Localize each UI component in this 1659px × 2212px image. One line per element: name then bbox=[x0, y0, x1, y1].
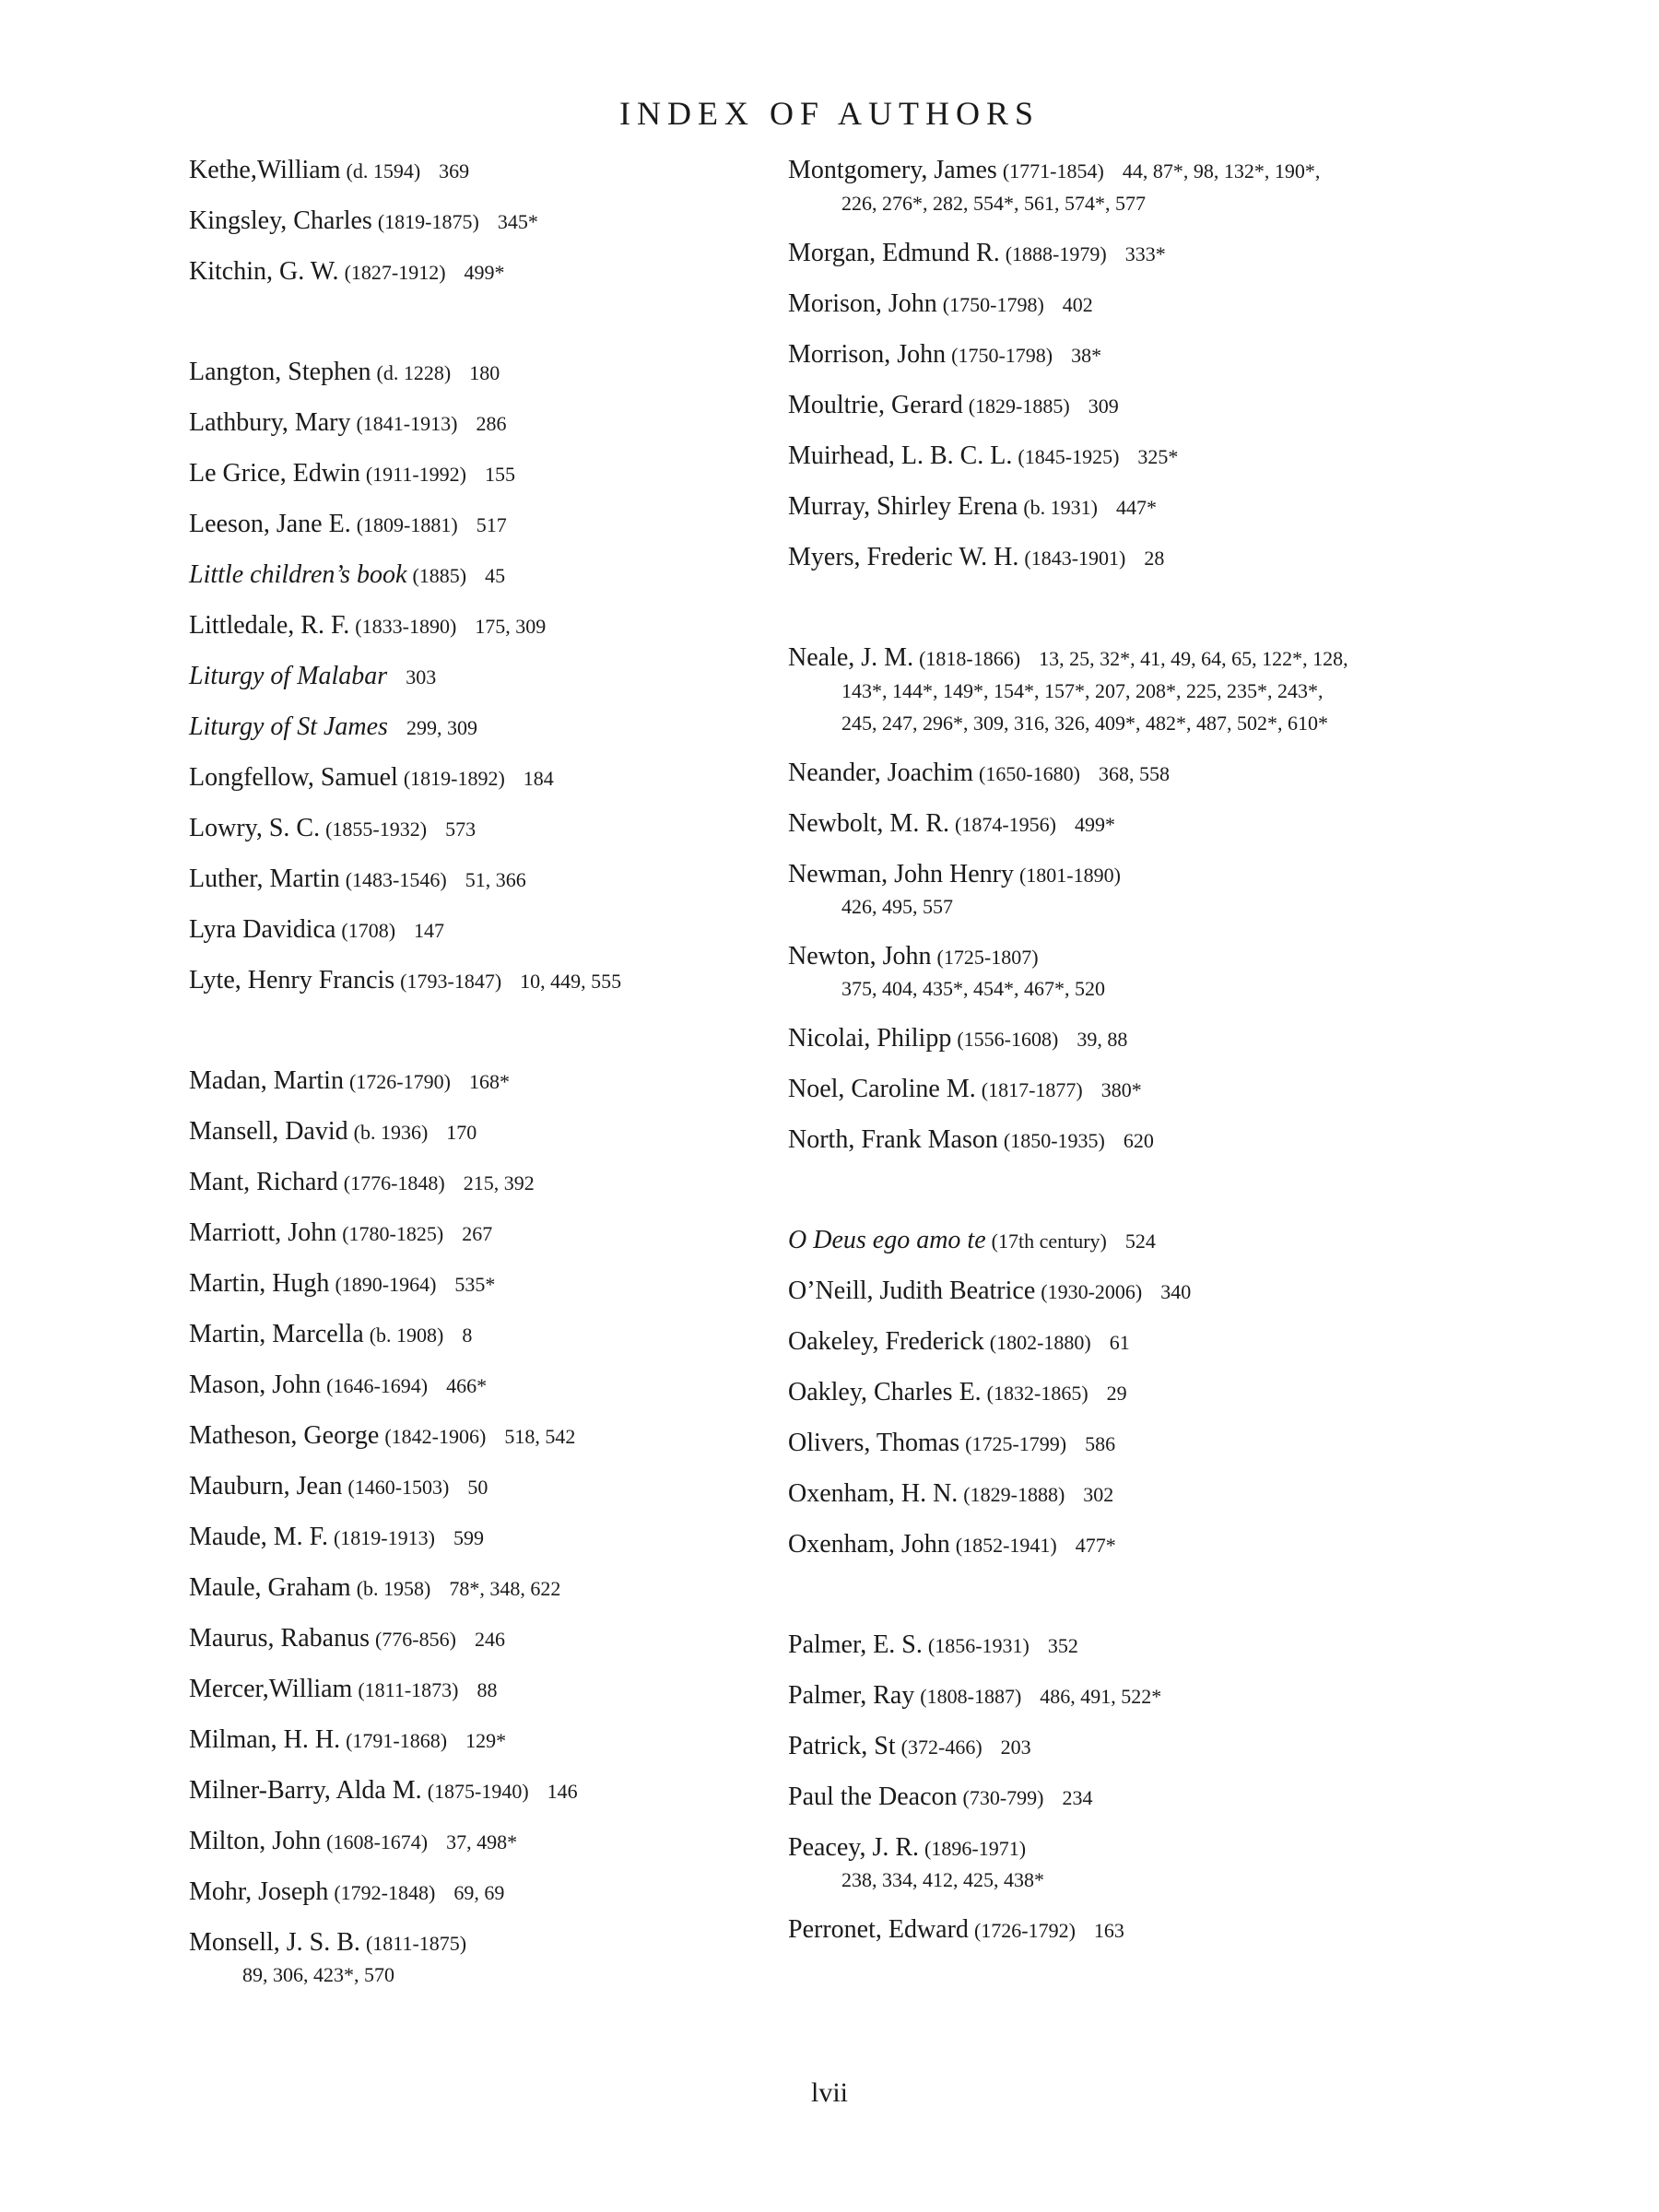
author-name: Muirhead, L. B. C. L. bbox=[788, 441, 1013, 470]
author-name: Le Grice, Edwin bbox=[189, 459, 360, 488]
index-entry bbox=[189, 1268, 779, 1300]
index-entry bbox=[189, 965, 779, 997]
author-dates: (1725-1807) bbox=[936, 946, 1039, 969]
hymn-references: 246 bbox=[474, 1628, 505, 1651]
index-entry bbox=[788, 1225, 1359, 1257]
index-entry bbox=[788, 1478, 1359, 1511]
index-entry bbox=[189, 155, 779, 187]
author-name: Mansell, David bbox=[189, 1117, 348, 1146]
hymn-references: 146 bbox=[547, 1780, 578, 1803]
author-name: Newbolt, M. R. bbox=[788, 809, 949, 838]
author-name: Newman, John Henry bbox=[788, 860, 1014, 888]
hymn-references: 486, 491, 522* bbox=[1040, 1685, 1162, 1708]
author-name: Longfellow, Samuel bbox=[189, 763, 398, 792]
author-dates: (b. 1908) bbox=[369, 1324, 444, 1347]
hymn-references: 573 bbox=[445, 818, 477, 841]
author-name: Mohr, Joseph bbox=[189, 1877, 329, 1906]
hymn-references: 369 bbox=[439, 159, 470, 182]
hymn-references: 518, 542 bbox=[504, 1425, 576, 1448]
index-entry bbox=[189, 1370, 779, 1402]
hymn-references: 426, 495, 557 bbox=[841, 895, 953, 918]
hymn-references: 375, 404, 435*, 454*, 467*, 520 bbox=[841, 977, 1105, 1000]
author-dates: (b. 1936) bbox=[353, 1121, 429, 1144]
index-entry bbox=[788, 1680, 1359, 1712]
author-name: Maude, M. F. bbox=[189, 1523, 328, 1551]
hymn-references: 368, 558 bbox=[1099, 762, 1171, 785]
hymn-references: 345* bbox=[497, 210, 538, 233]
index-entry bbox=[788, 1326, 1359, 1359]
index-entry bbox=[189, 559, 779, 592]
author-name: Lathbury, Mary bbox=[189, 408, 351, 437]
author-name: Lyte, Henry Francis bbox=[189, 966, 395, 994]
author-name: Langton, Stephen bbox=[189, 358, 371, 386]
hymn-references: 524 bbox=[1124, 1230, 1156, 1253]
author-dates: (1818-1866) bbox=[919, 647, 1021, 670]
author-name: Milner-Barry, Alda M. bbox=[189, 1776, 422, 1805]
index-entry bbox=[189, 813, 779, 845]
index-entry bbox=[189, 1522, 779, 1554]
index-entry bbox=[788, 1377, 1359, 1409]
author-dates: (1890-1964) bbox=[335, 1273, 437, 1296]
index-entry bbox=[189, 1116, 779, 1148]
hymn-references: 599 bbox=[453, 1526, 484, 1549]
index-entry bbox=[189, 509, 779, 541]
author-dates: (1650-1680) bbox=[979, 762, 1081, 785]
author-name: Noel, Caroline M. bbox=[788, 1075, 976, 1103]
author-name: Lowry, S. C. bbox=[189, 814, 321, 842]
author-dates: (1801-1890) bbox=[1018, 864, 1121, 887]
index-entry bbox=[788, 390, 1359, 422]
index-entry bbox=[788, 1630, 1359, 1662]
author-dates: (1793-1847) bbox=[400, 970, 502, 993]
hymn-references: 170 bbox=[446, 1121, 477, 1144]
author-name: Paul the Deacon bbox=[788, 1783, 958, 1811]
hymn-references: 517 bbox=[476, 513, 507, 536]
author-dates: (1802-1880) bbox=[989, 1331, 1091, 1354]
author-dates: (1856-1931) bbox=[927, 1634, 1030, 1657]
index-entry bbox=[189, 1319, 779, 1351]
index-entry bbox=[189, 206, 779, 238]
author-dates: (d. 1594) bbox=[346, 159, 421, 182]
index-entry bbox=[189, 864, 779, 896]
author-name: Kethe,William bbox=[189, 156, 341, 184]
index-entry bbox=[788, 808, 1359, 841]
author-dates: (1874-1956) bbox=[955, 813, 1056, 836]
author-name: Leeson, Jane E. bbox=[189, 510, 351, 538]
author-dates: (1819-1913) bbox=[333, 1526, 435, 1549]
author-dates: (1776-1848) bbox=[343, 1171, 445, 1194]
index-entry bbox=[788, 238, 1359, 270]
author-name: Olivers, Thomas bbox=[788, 1429, 960, 1457]
hymn-references: 38* bbox=[1071, 344, 1102, 367]
hymn-references: 184 bbox=[523, 767, 554, 790]
hymn-references: 352 bbox=[1047, 1634, 1078, 1657]
author-dates: (1842-1906) bbox=[384, 1425, 487, 1448]
author-dates: (1460-1503) bbox=[347, 1476, 450, 1499]
index-entry bbox=[788, 642, 1359, 739]
author-dates: (1930-2006) bbox=[1041, 1280, 1143, 1303]
hymn-references: 8 bbox=[462, 1324, 473, 1347]
author-dates: (1845-1925) bbox=[1018, 445, 1120, 468]
author-dates: (1483-1546) bbox=[345, 868, 447, 891]
hymn-references: 175, 309 bbox=[475, 615, 547, 638]
hymn-references: 61 bbox=[1109, 1331, 1130, 1354]
author-dates: (1843-1901) bbox=[1024, 547, 1126, 570]
page-number: lvii bbox=[810, 2077, 848, 2108]
hymn-references: 302 bbox=[1083, 1483, 1114, 1506]
hymn-references: 309 bbox=[1088, 394, 1119, 418]
author-dates: (1827-1912) bbox=[344, 261, 446, 284]
author-name: Neander, Joachim bbox=[788, 759, 974, 787]
author-name: Oakeley, Frederick bbox=[788, 1327, 984, 1356]
author-dates: (1791-1868) bbox=[346, 1729, 448, 1752]
author-name: Oxenham, H. N. bbox=[788, 1479, 959, 1508]
author-name: Mason, John bbox=[189, 1371, 322, 1399]
index-entry bbox=[189, 610, 779, 642]
hymn-references: 45 bbox=[485, 564, 506, 587]
index-entry bbox=[788, 542, 1359, 574]
author-dates: (1829-1885) bbox=[968, 394, 1070, 418]
author-name: Murray, Shirley Erena bbox=[788, 492, 1018, 521]
index-entry bbox=[788, 1428, 1359, 1460]
author-name: Marriott, John bbox=[189, 1218, 337, 1247]
author-name: Monsell, J. S. B. bbox=[189, 1928, 360, 1957]
author-name: Newton, John bbox=[788, 942, 932, 971]
index-entry bbox=[788, 441, 1359, 473]
author-name: Mercer,William bbox=[189, 1675, 353, 1703]
index-entry bbox=[189, 1471, 779, 1503]
hymn-references: 340 bbox=[1160, 1280, 1192, 1303]
author-name: Oxenham, John bbox=[788, 1530, 950, 1559]
index-entry bbox=[189, 661, 779, 693]
author-dates: (1850-1935) bbox=[1003, 1129, 1105, 1152]
author-dates: (1833-1890) bbox=[355, 615, 457, 638]
index-entry bbox=[788, 1276, 1359, 1308]
author-dates: (d. 1228) bbox=[376, 361, 452, 384]
author-dates: (1911-1992) bbox=[365, 463, 466, 486]
author-name: Maule, Graham bbox=[189, 1573, 351, 1602]
author-name: Palmer, E. S. bbox=[788, 1630, 923, 1659]
hymn-references: 51, 366 bbox=[465, 868, 526, 891]
index-entry bbox=[189, 1826, 779, 1858]
author-name: Mauburn, Jean bbox=[189, 1472, 343, 1500]
author-name: Maurus, Rabanus bbox=[189, 1624, 370, 1653]
index-entry bbox=[788, 941, 1359, 1005]
author-dates: (17th century) bbox=[991, 1230, 1107, 1253]
author-dates: (1852-1941) bbox=[955, 1534, 1057, 1557]
index-entry bbox=[189, 1065, 779, 1098]
hymn-references: 299, 309 bbox=[406, 716, 477, 739]
hymn-references: 50 bbox=[467, 1476, 488, 1499]
index-entry bbox=[189, 357, 779, 389]
hymn-references: 147 bbox=[414, 919, 445, 942]
author-dates: (1608-1674) bbox=[326, 1830, 429, 1853]
index-entry bbox=[189, 1218, 779, 1250]
author-name: Mant, Richard bbox=[189, 1168, 338, 1196]
hymn-references: 466* bbox=[446, 1374, 488, 1397]
hymn-references: 499* bbox=[1074, 813, 1115, 836]
index-entry bbox=[189, 712, 779, 744]
author-name: Oakley, Charles E. bbox=[788, 1378, 982, 1406]
index-entry bbox=[788, 758, 1359, 790]
index-entry bbox=[788, 1832, 1359, 1896]
hymn-references: 477* bbox=[1075, 1534, 1116, 1557]
author-name: Myers, Frederic W. H. bbox=[788, 543, 1019, 571]
author-dates: (1808-1887) bbox=[920, 1685, 1022, 1708]
author-name: North, Frank Mason bbox=[788, 1125, 998, 1154]
author-name: Patrick, St bbox=[788, 1732, 896, 1760]
hymn-references: 535* bbox=[454, 1273, 496, 1296]
hymn-references: 620 bbox=[1123, 1129, 1154, 1152]
author-dates: (b. 1931) bbox=[1023, 496, 1098, 519]
author-dates: (1817-1877) bbox=[981, 1078, 1083, 1101]
hymn-references: 203 bbox=[1000, 1735, 1031, 1759]
author-dates: (1885) bbox=[412, 564, 467, 587]
author-dates: (1811-1875) bbox=[365, 1932, 467, 1955]
author-name: Liturgy of St James bbox=[189, 712, 388, 741]
author-dates: (1792-1848) bbox=[334, 1881, 436, 1904]
author-name: Milman, H. H. bbox=[189, 1725, 341, 1754]
author-dates: (1855-1932) bbox=[325, 818, 428, 841]
hymn-references: 180 bbox=[469, 361, 500, 384]
index-entry bbox=[788, 1529, 1359, 1561]
hymn-references: 333* bbox=[1124, 242, 1166, 265]
author-dates: (1819-1892) bbox=[403, 767, 505, 790]
author-dates: (1556-1608) bbox=[957, 1028, 1059, 1051]
hymn-references: 13, 25, 32*, 41, 49, 64, 65, 122*, 128, 143*, 144*, 149*, 154*, 157*, 207, 208*, 225, 235*, 243*, 245, 247, 296*, 309, 316, 326, 409*, 482*, 487, 502*, 610* bbox=[841, 647, 1348, 735]
author-dates: (1809-1881) bbox=[356, 513, 458, 536]
author-dates: (1832-1865) bbox=[986, 1382, 1088, 1405]
author-dates: (372-466) bbox=[900, 1735, 982, 1759]
hymn-references: 89, 306, 423*, 570 bbox=[242, 1963, 394, 1986]
hymn-references: 129* bbox=[465, 1729, 507, 1752]
index-entry bbox=[189, 1623, 779, 1655]
author-name: Moultrie, Gerard bbox=[788, 391, 963, 419]
index-entry bbox=[788, 1074, 1359, 1106]
author-name: Lyra Davidica bbox=[189, 915, 336, 944]
author-dates: (1819-1875) bbox=[377, 210, 479, 233]
author-name: Martin, Hugh bbox=[189, 1269, 330, 1298]
author-name: Luther, Martin bbox=[189, 865, 340, 893]
author-dates: (1726-1790) bbox=[348, 1070, 451, 1093]
index-entry bbox=[788, 1914, 1359, 1947]
hymn-references: 28 bbox=[1144, 547, 1165, 570]
hymn-references: 168* bbox=[468, 1070, 510, 1093]
author-dates: (1841-1913) bbox=[356, 412, 458, 435]
author-name: Nicolai, Philipp bbox=[788, 1024, 952, 1053]
author-name: Perronet, Edward bbox=[788, 1915, 969, 1944]
hymn-references: 10, 449, 555 bbox=[520, 970, 622, 993]
hymn-references: 447* bbox=[1115, 496, 1157, 519]
index-entry bbox=[189, 914, 779, 947]
hymn-references: 39, 88 bbox=[1077, 1028, 1128, 1051]
author-name: Peacey, J. R. bbox=[788, 1833, 920, 1862]
author-name: Morrison, John bbox=[788, 340, 947, 369]
index-entry bbox=[788, 1731, 1359, 1763]
author-name: Montgomery, James bbox=[788, 156, 997, 184]
index-entry bbox=[788, 1023, 1359, 1055]
author-name: Morgan, Edmund R. bbox=[788, 239, 1000, 267]
hymn-references: 88 bbox=[477, 1678, 498, 1701]
author-dates: (1875-1940) bbox=[427, 1780, 529, 1803]
author-name: O’Neill, Judith Beatrice bbox=[788, 1277, 1036, 1305]
author-dates: (776-856) bbox=[374, 1628, 456, 1651]
index-entry bbox=[788, 1782, 1359, 1814]
index-entry bbox=[189, 1167, 779, 1199]
author-name: O Deus ego amo te bbox=[788, 1226, 986, 1254]
hymn-references: 238, 334, 412, 425, 438* bbox=[841, 1868, 1044, 1891]
author-dates: (1780-1825) bbox=[342, 1222, 444, 1245]
hymn-references: 69, 69 bbox=[453, 1881, 505, 1904]
author-name: Kitchin, G. W. bbox=[189, 257, 339, 286]
hymn-references: 44, 87*, 98, 132*, 190*, 226, 276*, 282, 554*, 561, 574*, 577 bbox=[841, 159, 1321, 215]
hymn-references: 267 bbox=[462, 1222, 493, 1245]
index-entry bbox=[788, 155, 1359, 219]
index-column-left bbox=[189, 155, 779, 2009]
hymn-references: 586 bbox=[1085, 1432, 1116, 1455]
hymn-references: 286 bbox=[476, 412, 507, 435]
author-dates: (1726-1792) bbox=[973, 1919, 1076, 1942]
hymn-references: 234 bbox=[1062, 1786, 1093, 1809]
author-dates: (1811-1873) bbox=[358, 1678, 459, 1701]
index-entry bbox=[189, 458, 779, 490]
author-name: Littledale, R. F. bbox=[189, 611, 350, 640]
hymn-references: 163 bbox=[1093, 1919, 1124, 1942]
hymn-references: 325* bbox=[1137, 445, 1179, 468]
author-dates: (1750-1798) bbox=[942, 293, 1044, 316]
hymn-references: 78*, 348, 622 bbox=[449, 1577, 561, 1600]
index-entry bbox=[189, 1724, 779, 1757]
index-entry bbox=[788, 288, 1359, 321]
author-name: Matheson, George bbox=[189, 1421, 380, 1450]
index-entry bbox=[189, 1775, 779, 1807]
author-name: Kingsley, Charles bbox=[189, 206, 372, 235]
author-dates: (1771-1854) bbox=[1002, 159, 1104, 182]
author-dates: (1750-1798) bbox=[951, 344, 1053, 367]
author-dates: (1829-1888) bbox=[963, 1483, 1065, 1506]
hymn-references: 499* bbox=[464, 261, 505, 284]
hymn-references: 380* bbox=[1100, 1078, 1142, 1101]
index-entry bbox=[788, 859, 1359, 923]
hymn-references: 37, 498* bbox=[446, 1830, 518, 1853]
index-entry bbox=[189, 1877, 779, 1909]
author-dates: (1888-1979) bbox=[1005, 242, 1107, 265]
hymn-references: 29 bbox=[1106, 1382, 1127, 1405]
author-name: Palmer, Ray bbox=[788, 1681, 915, 1710]
index-entry bbox=[189, 407, 779, 440]
author-name: Madan, Martin bbox=[189, 1066, 344, 1095]
hymn-references: 155 bbox=[485, 463, 515, 486]
index-entry bbox=[189, 256, 779, 288]
index-column-right bbox=[788, 155, 1359, 1965]
author-name: Morison, John bbox=[788, 289, 937, 318]
index-entry bbox=[788, 339, 1359, 371]
index-entry bbox=[788, 1124, 1359, 1157]
hymn-references: 402 bbox=[1062, 293, 1093, 316]
author-dates: (730-799) bbox=[962, 1786, 1044, 1809]
page-title: INDEX OF AUTHORS bbox=[618, 95, 1041, 132]
author-dates: (1896-1971) bbox=[924, 1837, 1027, 1860]
index-entry bbox=[189, 1927, 779, 1991]
author-name: Little children’s book bbox=[189, 560, 407, 589]
hymn-references: 215, 392 bbox=[463, 1171, 535, 1194]
index-entry bbox=[189, 1674, 779, 1706]
author-dates: (b. 1958) bbox=[356, 1577, 431, 1600]
author-dates: (1646-1694) bbox=[326, 1374, 429, 1397]
index-entry bbox=[189, 1572, 779, 1605]
author-name: Martin, Marcella bbox=[189, 1320, 364, 1348]
index-entry bbox=[788, 491, 1359, 524]
author-dates: (1725-1799) bbox=[965, 1432, 1067, 1455]
index-entry bbox=[189, 1420, 779, 1453]
index-entry bbox=[189, 762, 779, 794]
author-dates: (1708) bbox=[341, 919, 396, 942]
hymn-references: 303 bbox=[406, 665, 437, 688]
author-name: Neale, J. M. bbox=[788, 643, 914, 672]
author-name: Liturgy of Malabar bbox=[189, 662, 388, 690]
author-name: Milton, John bbox=[189, 1827, 322, 1855]
